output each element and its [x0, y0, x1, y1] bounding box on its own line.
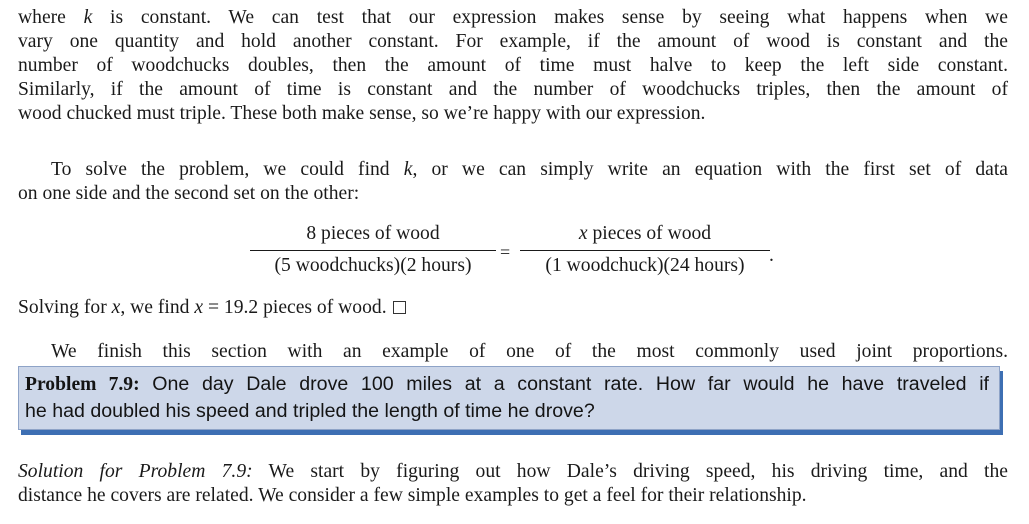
paragraph-solution [18, 460, 1008, 508]
solving-result [18, 296, 1008, 320]
problem-line: he had doubled his speed and tripled the length of time he drove? [25, 400, 595, 422]
variable-k: k [403, 159, 413, 180]
left-numerator: 8 pieces of wood [306, 223, 440, 244]
paragraph-solve-setup [18, 158, 1008, 206]
text-line: Similarly, if the amount of time is constant and the number of woodchucks triples, then the amount of [18, 79, 1008, 100]
problem-box [18, 366, 1000, 430]
right-denominator: (1 woodchuck)(24 hours) [545, 255, 745, 276]
variable-x: x [111, 297, 121, 318]
fraction-bar [520, 250, 770, 251]
left-fraction [250, 222, 496, 278]
problem-label: Problem 7.9: [25, 374, 140, 395]
text-line: vary one quantity and hold another constant. For example, if the amount of wood is constant and the [18, 31, 1008, 52]
variable-k: k [83, 7, 93, 28]
right-numerator: x pieces of wood [578, 223, 712, 244]
text-line: wood chucked must triple. These both make sense, so we’re happy with our expression. [18, 103, 706, 124]
equation-period: . [769, 245, 774, 266]
text-line: We finish this section with an example of one of the most commonly used joint proportions. [51, 341, 1008, 362]
text-line: Solution for Problem 7.9: We start by figuring out how Dale’s driving speed, his driving time, and the [18, 461, 1008, 482]
proportion-equation [250, 222, 790, 282]
text-line: distance he covers are related. We consider a few simple examples to get a feel for their relationship. [18, 485, 807, 506]
text-line: Solving for x, we find x = 19.2 pieces of wood. [18, 296, 1008, 320]
paragraph-joint-proportions [18, 340, 1008, 364]
left-denominator: (5 woodchucks)(2 hours) [274, 255, 472, 276]
variable-x: x [194, 297, 204, 318]
variable-x: x [578, 223, 588, 244]
solution-label: Solution for Problem 7.9: [18, 461, 253, 482]
text-line: To solve the problem, we could find k, or we can simply write an equation with the first set of data [51, 159, 1008, 180]
text-line: on one side and the second set on the other: [18, 183, 360, 204]
qed-square-icon [393, 301, 406, 314]
fraction-bar [250, 250, 496, 251]
right-fraction [520, 222, 770, 278]
text-line: where k is constant. We can test that our expression makes sense by seeing what happens when we [18, 7, 1008, 28]
text-line: number of woodchucks doubles, then the amount of time must halve to keep the left side constant. [18, 55, 1008, 76]
problem-line: Problem 7.9: One day Dale drove 100 miles at a constant rate. How far would he have traveled if [25, 373, 990, 395]
equals-sign: = [500, 242, 511, 262]
paragraph-expression-check [18, 6, 1008, 126]
